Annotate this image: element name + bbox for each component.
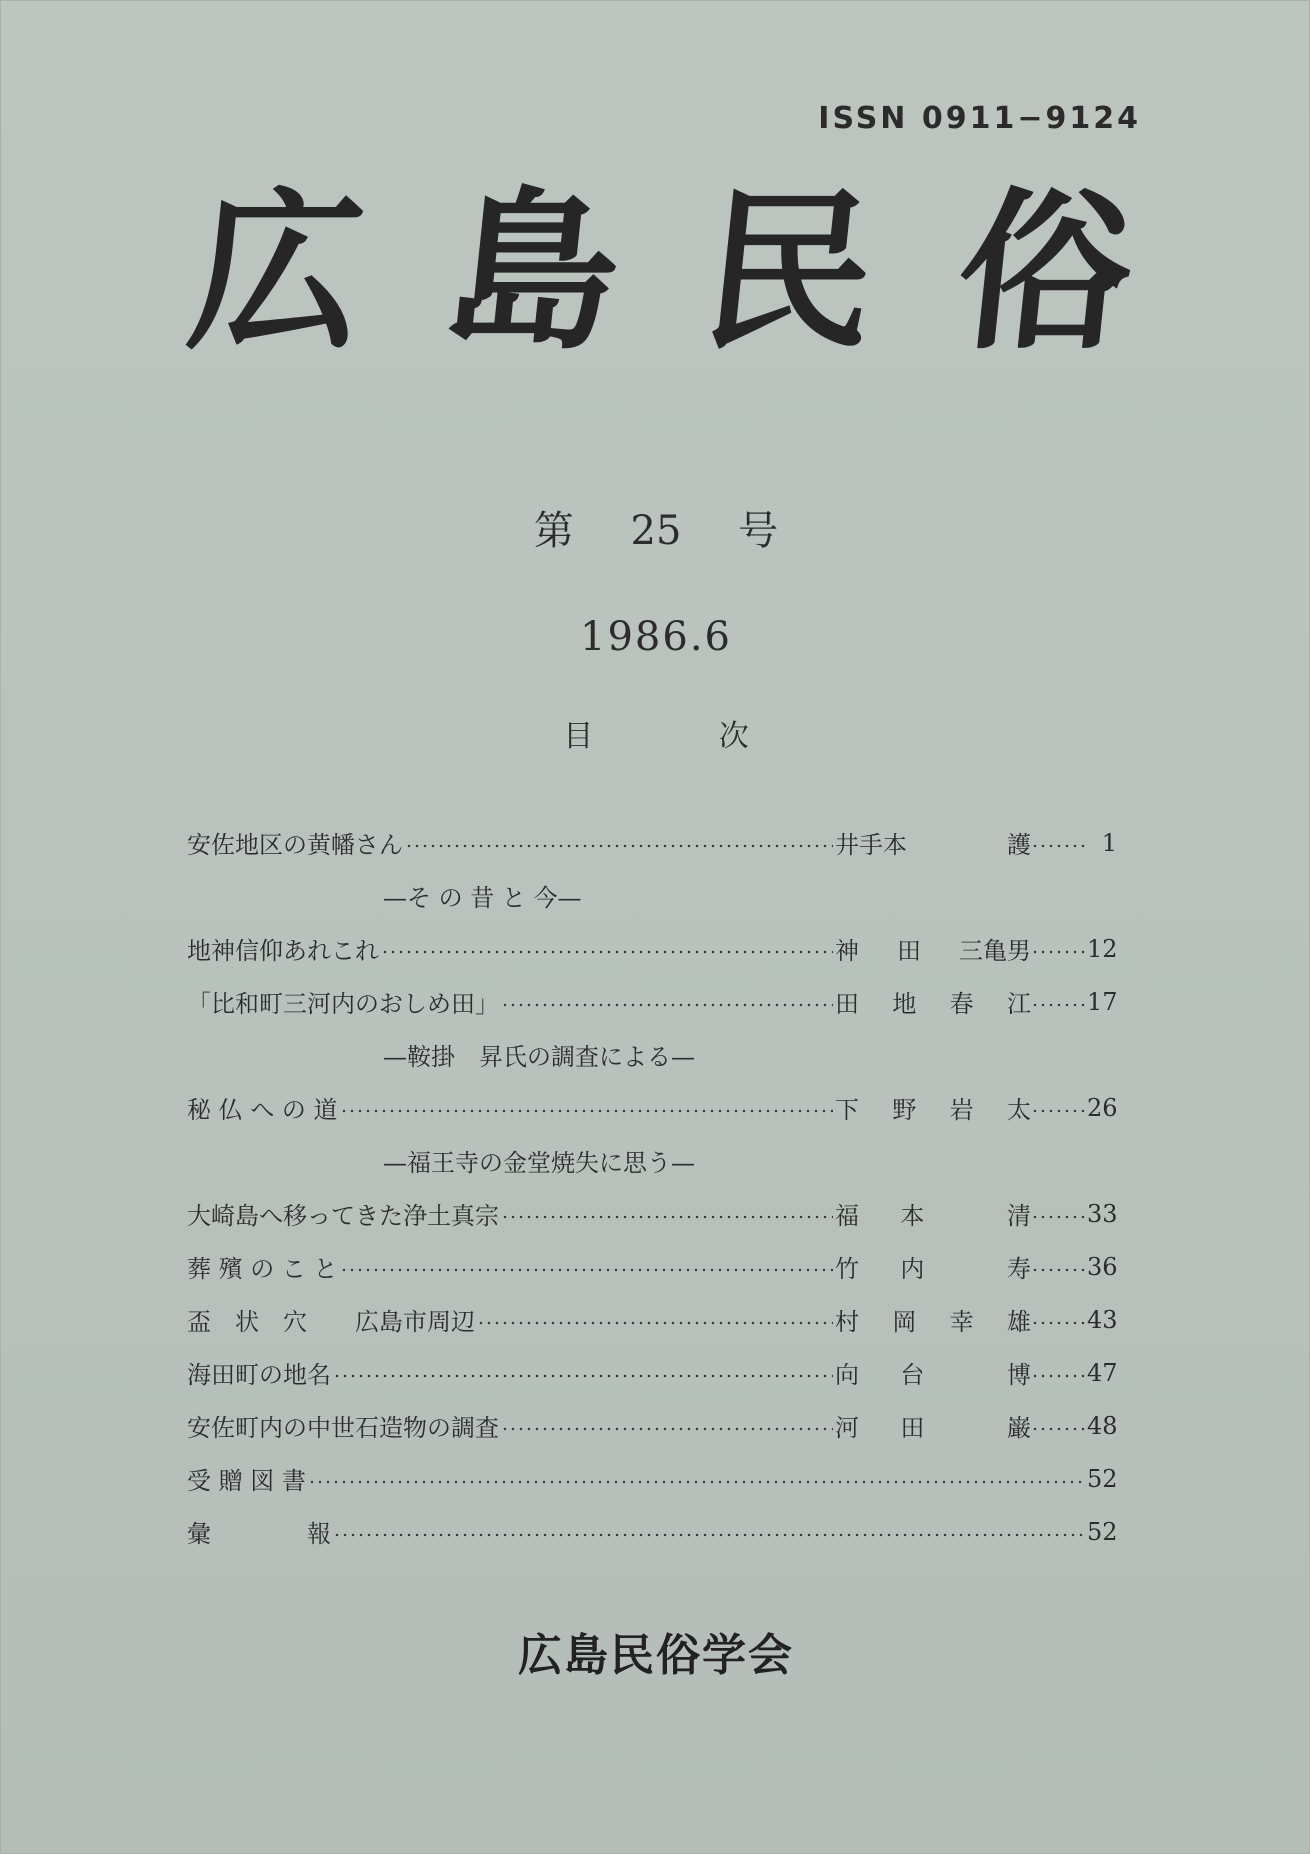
dot-leader bbox=[333, 1374, 833, 1378]
dot-leader bbox=[477, 1321, 833, 1325]
toc-entry-title: 受 贈 図 書 bbox=[187, 1467, 306, 1495]
toc-entry bbox=[187, 975, 1117, 1028]
toc-entry-title: 安佐地区の黄幡さん bbox=[187, 831, 403, 859]
toc-entry-title: 「比和町三河内のおしめ田」 bbox=[187, 990, 499, 1018]
toc-entry-author bbox=[835, 1302, 1031, 1337]
issue-suffix: 号 bbox=[738, 508, 779, 554]
title-char: 民 bbox=[692, 170, 886, 373]
author-part: 内 bbox=[900, 1255, 925, 1283]
author-part: 井手本 bbox=[835, 831, 907, 859]
issue-value: 25 bbox=[630, 508, 682, 554]
dot-leader bbox=[1031, 1374, 1087, 1378]
title-char: 広 bbox=[180, 170, 374, 373]
toc-entry-page: 43 bbox=[1087, 1305, 1118, 1334]
toc-heading-char: 次 bbox=[718, 719, 749, 754]
toc-entry-title: 盃 状 穴 広島市周辺 bbox=[187, 1308, 475, 1336]
toc-heading-char: 目 bbox=[563, 719, 594, 754]
dot-leader bbox=[1031, 950, 1087, 954]
dot-leader bbox=[1031, 1427, 1087, 1431]
dot-leader bbox=[340, 1268, 833, 1272]
author-part: 田 bbox=[900, 1414, 925, 1442]
author-part: 清 bbox=[1006, 1202, 1031, 1230]
toc-entry-page: 47 bbox=[1087, 1358, 1118, 1387]
toc-entry bbox=[187, 1452, 1117, 1505]
dot-leader bbox=[501, 1215, 833, 1219]
toc-entry-title: 葬 殯 の こ と bbox=[187, 1255, 338, 1283]
toc-entry-author bbox=[835, 1408, 1031, 1443]
toc-entry-author bbox=[835, 1249, 1031, 1284]
author-part: 巌 bbox=[1006, 1414, 1031, 1442]
author-part: 岡 bbox=[892, 1308, 917, 1336]
toc-entry-page: 17 bbox=[1087, 987, 1118, 1016]
author-part: 岩 bbox=[949, 1096, 974, 1124]
author-part: 護 bbox=[1007, 831, 1031, 859]
journal-title bbox=[180, 170, 1142, 373]
toc-entry-page: 52 bbox=[1087, 1517, 1118, 1546]
author-part: 向 bbox=[835, 1361, 859, 1389]
dot-leader bbox=[333, 1533, 1085, 1537]
toc-subtitle: —福王寺の金堂焼失に思う— bbox=[383, 1149, 695, 1177]
toc-entry-author bbox=[835, 1090, 1031, 1125]
dot-leader bbox=[1031, 1268, 1087, 1272]
toc-entry-author bbox=[835, 984, 1031, 1019]
toc-entry-page: 33 bbox=[1087, 1199, 1118, 1228]
author-part: 田 bbox=[835, 990, 859, 1018]
toc-entry-author bbox=[835, 825, 1031, 860]
dot-leader bbox=[501, 1003, 833, 1007]
author-part: 台 bbox=[900, 1361, 925, 1389]
toc-entry-author bbox=[835, 1196, 1031, 1231]
author-part: 幸 bbox=[949, 1308, 974, 1336]
toc-entry-author bbox=[835, 931, 1031, 966]
toc-entry-author bbox=[835, 1355, 1031, 1390]
toc-entry bbox=[187, 1346, 1117, 1399]
dot-leader bbox=[1031, 844, 1087, 848]
author-part: 春 bbox=[949, 990, 974, 1018]
toc-entry-page: 36 bbox=[1087, 1252, 1118, 1281]
publication-date: 1986.6 bbox=[580, 614, 732, 660]
dot-leader bbox=[308, 1480, 1085, 1484]
author-part: 野 bbox=[892, 1096, 917, 1124]
author-part: 寿 bbox=[1006, 1255, 1031, 1283]
title-char: 島 bbox=[436, 170, 630, 373]
toc-heading bbox=[1, 711, 1310, 755]
author-part: 村 bbox=[835, 1308, 859, 1336]
toc-entry-title: 大崎島へ移ってきた浄土真宗 bbox=[187, 1202, 499, 1230]
issue-number bbox=[1, 499, 1310, 556]
toc-entry-page: 1 bbox=[1101, 828, 1117, 857]
author-part: 田 bbox=[897, 937, 921, 965]
issn-number: ISSN 0911−9124 bbox=[818, 101, 1141, 136]
toc-entry bbox=[187, 1187, 1117, 1240]
toc-entry bbox=[187, 1240, 1117, 1293]
toc-entry bbox=[187, 922, 1117, 975]
author-part: 福 bbox=[835, 1202, 859, 1230]
author-part: 河 bbox=[835, 1414, 859, 1442]
author-part: 神 bbox=[835, 937, 859, 965]
dot-leader bbox=[1031, 1215, 1087, 1219]
toc-subtitle: —鞍掛 昇氏の調査による— bbox=[383, 1043, 695, 1071]
toc-entry-page: 26 bbox=[1087, 1093, 1118, 1122]
dot-leader bbox=[405, 844, 833, 848]
toc-entry-page: 52 bbox=[1087, 1464, 1118, 1493]
toc-entry bbox=[187, 816, 1117, 869]
toc-entry-title: 海田町の地名 bbox=[187, 1361, 331, 1389]
dot-leader bbox=[1031, 1003, 1087, 1007]
author-part: 江 bbox=[1006, 990, 1031, 1018]
toc-entry bbox=[187, 1505, 1117, 1558]
author-part: 地 bbox=[892, 990, 917, 1018]
toc-subtitle: —そ の 昔 と 今— bbox=[383, 884, 582, 912]
dot-leader bbox=[381, 950, 833, 954]
author-part: 下 bbox=[835, 1096, 859, 1124]
author-part: 太 bbox=[1006, 1096, 1031, 1124]
toc-entry-page: 12 bbox=[1087, 934, 1118, 963]
title-char: 俗 bbox=[948, 170, 1142, 373]
publisher-name: 広島民俗学会 bbox=[518, 1630, 794, 1681]
toc-entry bbox=[187, 1081, 1117, 1134]
toc-entry-page: 48 bbox=[1087, 1411, 1118, 1440]
author-part: 三亀男 bbox=[959, 937, 1031, 965]
table-of-contents bbox=[187, 816, 1117, 1558]
author-part: 本 bbox=[900, 1202, 925, 1230]
toc-entry-title: 安佐町内の中世石造物の調査 bbox=[187, 1414, 499, 1442]
author-part: 竹 bbox=[835, 1255, 859, 1283]
dot-leader bbox=[501, 1427, 833, 1431]
author-part: 雄 bbox=[1006, 1308, 1031, 1336]
toc-entry-title: 彙 報 bbox=[187, 1520, 331, 1548]
toc-entry bbox=[187, 1293, 1117, 1346]
dot-leader bbox=[1031, 1109, 1087, 1113]
issue-prefix: 第 bbox=[533, 508, 574, 554]
author-part: 博 bbox=[1006, 1361, 1031, 1389]
toc-entry-title: 秘 仏 へ の 道 bbox=[187, 1096, 338, 1124]
toc-entry bbox=[187, 1399, 1117, 1452]
dot-leader bbox=[340, 1109, 833, 1113]
dot-leader bbox=[1031, 1321, 1087, 1325]
toc-entry-title: 地神信仰あれこれ bbox=[187, 937, 379, 965]
